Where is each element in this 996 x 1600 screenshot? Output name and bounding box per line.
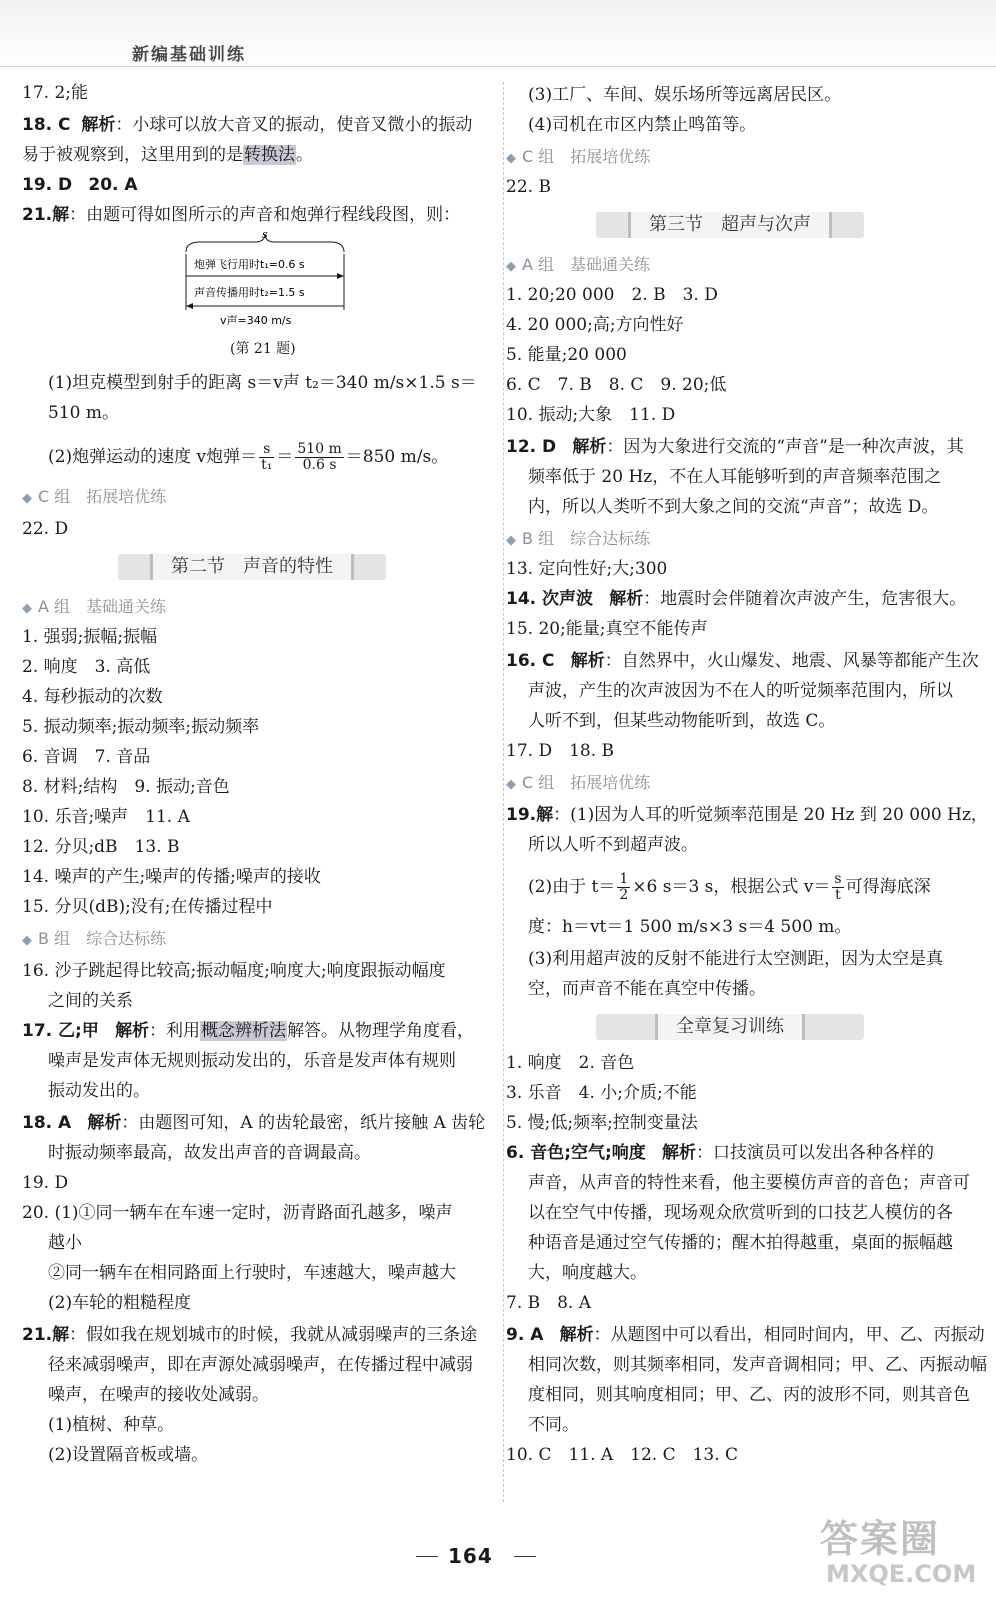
section-title: 第三节 超声与次声	[628, 212, 832, 238]
diamond-icon: ◆	[506, 777, 516, 792]
page-dash-right	[514, 1556, 536, 1557]
group-header-a	[506, 254, 650, 278]
answer-number: 16. C	[506, 651, 555, 671]
fraction-values	[295, 442, 343, 473]
answer-line: 1. 20;20 000 2. B 3. D	[506, 285, 718, 305]
solution-label: 解	[52, 205, 70, 225]
answer-18	[22, 114, 472, 136]
answer-line: 之间的关系	[48, 991, 133, 1011]
analysis-text: ：自然界中，火山爆发、地震、风暴等都能产生次	[604, 651, 979, 671]
highlight-method: 概念辨析法	[201, 1021, 287, 1041]
fraction-s-over-t1	[259, 442, 274, 473]
diamond-icon: ◆	[506, 533, 516, 548]
analysis-label: 解析	[609, 589, 644, 609]
diamond-icon: ◆	[22, 491, 32, 506]
diamond-icon: ◆	[506, 259, 516, 274]
answer-19: 19. D	[22, 175, 73, 195]
diagram-s-label: s	[262, 228, 268, 241]
answer-line: 6. C 7. B 8. C 9. 20;低	[506, 375, 727, 395]
fraction-denominator: 2	[619, 887, 629, 903]
analysis-text: ：从题图中可以看出，相同时间内，甲、乙、丙振动	[593, 1325, 985, 1345]
page-number: 164	[448, 1544, 493, 1568]
answer-number: 19.	[506, 805, 537, 825]
analysis-label: 解析	[662, 1143, 697, 1163]
answer-number: 6. 音色;空气;响度	[506, 1143, 646, 1163]
section-banner	[596, 212, 864, 238]
fraction-numerator: s	[259, 442, 274, 458]
group-label: C 组 拓展培优练	[522, 147, 651, 166]
analysis-text: 解答。从物理学角度看，	[287, 1021, 475, 1041]
answer-number: 21.	[22, 205, 53, 225]
group-header-c	[506, 146, 650, 170]
answer-14-analysis	[506, 588, 966, 610]
answer-line: 16. 沙子跳起得比较高;振动幅度;响度大;响度跟振动幅度	[22, 961, 446, 981]
section-banner	[596, 1014, 864, 1040]
solution-text: (2)由于 t＝	[528, 877, 616, 897]
group-label: B 组 综合达标练	[38, 929, 167, 948]
answer-18-cont	[22, 144, 313, 166]
analysis-text: ：小球可以放大音叉的振动，使音叉微小的振动	[115, 115, 473, 135]
group-label: A 组 基础通关练	[522, 255, 651, 274]
answer-number: 17. 乙;甲	[22, 1021, 99, 1041]
watermark-logo	[820, 1508, 980, 1596]
analysis-label: 解析	[572, 437, 607, 457]
answer-line: 8. 材料;结构 9. 振动;音色	[22, 777, 230, 797]
diagram-t2-label: 声音传播用时t₂=1.5 s	[194, 286, 305, 299]
answer-line: (2)设置隔音板或墙。	[48, 1445, 209, 1465]
answer-22: 22. D	[22, 519, 69, 539]
solution-text: 可得海底深	[845, 877, 931, 897]
answer-21-part2	[48, 442, 448, 473]
group-header-c	[22, 486, 166, 510]
solution-text: ＝	[276, 447, 294, 467]
solution-label: 解	[52, 1325, 70, 1345]
answer-line: 所以人听不到超声波。	[528, 835, 698, 855]
answer-number: 14. 次声波	[506, 589, 594, 609]
diamond-icon: ◆	[22, 933, 32, 948]
answer-line: 相同次数，则其频率相同，发声音调相同；甲、乙、丙振动幅	[528, 1355, 987, 1375]
answer-line: 内，所以人类听不到大象之间的交流“声音”；故选 D。	[528, 497, 939, 517]
analysis-label: 解析	[115, 1021, 150, 1041]
answer-17: 17. 2;能	[22, 83, 88, 103]
answer-line: (1)植树、种草。	[48, 1415, 175, 1435]
analysis-label: 解析	[81, 115, 116, 135]
answer-17-analysis	[22, 1020, 474, 1042]
answer-line: 以在空气中传播，现场观众欣赏听到的口技艺人模仿的各	[528, 1203, 953, 1223]
diagram-shell-arrow	[337, 273, 344, 279]
answer-21	[22, 204, 460, 226]
answer-line: 1. 响度 2. 音色	[506, 1053, 635, 1073]
answer-number: 9. A	[506, 1325, 544, 1345]
answer-line: 4. 每秒振动的次数	[22, 687, 163, 707]
analysis-label: 解析	[570, 651, 605, 671]
answer-line: 6. 音调 7. 音品	[22, 747, 151, 767]
solution-text: ：由题可得如图所示的声音和炮弹行程线段图，则：	[69, 205, 461, 225]
answer-line: 大，响度越大。	[528, 1263, 647, 1283]
answer-line: 19. D	[22, 1173, 69, 1193]
answer-line: 时振动频率最高，故发出声音的音调最高。	[48, 1143, 371, 1163]
answer-line: 3. 乐音 4. 小;介质;不能	[506, 1083, 697, 1103]
diagram-t1-label: 炮弹飞行用时t₁=0.6 s	[194, 258, 305, 271]
diamond-icon: ◆	[22, 601, 32, 616]
group-label: C 组 拓展培优练	[522, 773, 651, 792]
watermark-text: 答案圈	[820, 1517, 941, 1561]
answer-line: 4. 20 000;高;方向性好	[506, 315, 684, 335]
answer-line: 20. (1)①同一辆车在车速一定时，沥青路面孔越多，噪声	[22, 1203, 453, 1223]
answer-line: 噪声是发声体无规则振动发出的，乐音是发声体有规则	[48, 1051, 456, 1071]
fraction-numerator: 1	[619, 871, 629, 887]
watermark-url: MXQE.COM	[826, 1560, 977, 1588]
analysis-label: 解析	[87, 1113, 122, 1133]
solution-text: ＝850 m/s。	[345, 447, 449, 467]
analysis-text: ：利用	[149, 1021, 201, 1041]
answer-line: 2. 响度 3. 高低	[22, 657, 151, 677]
answer-line: 径来减弱噪声，即在声源处减弱噪声，在传播过程中减弱	[48, 1355, 473, 1375]
answer-19-20	[22, 174, 138, 196]
answer-21-part1-cont: 510 m。	[48, 403, 119, 423]
answer-line: 22. B	[506, 177, 551, 197]
solution-text: ：假如我在规划城市的时候，我就从减弱噪声的三条途	[69, 1325, 478, 1345]
group-header-a	[22, 596, 166, 620]
answer-line: 7. B 8. A	[506, 1293, 592, 1313]
answer-line: 越小	[48, 1233, 82, 1253]
diagram-caption: (第 21 题)	[230, 341, 296, 357]
analysis-text: ：因为大象进行交流的“声音”是一种次声波，其	[606, 437, 964, 457]
diagram-brace	[186, 234, 344, 252]
answer-9-analysis	[506, 1324, 985, 1346]
answer-line: (3)工厂、车间、娱乐场所等远离居民区。	[528, 85, 842, 105]
answer-line: (2)车轮的粗糙程度	[48, 1293, 192, 1313]
answer-line: (4)司机在市区内禁止鸣笛等。	[528, 115, 757, 135]
analysis-text: 。	[296, 145, 313, 165]
answer-line: 振动发出的。	[48, 1081, 150, 1101]
answer-line: 12. 分贝;dB 13. B	[22, 837, 180, 857]
section-title: 第二节 声音的特性	[150, 554, 354, 580]
answer-number: 12. D	[506, 437, 557, 457]
group-label: B 组 综合达标练	[522, 529, 651, 548]
answer-line: (3)利用超声波的反射不能进行太空测距，因为太空是真	[528, 949, 944, 969]
answer-line: 15. 分贝(dB);没有;在传播过程中	[22, 897, 273, 917]
section-banner	[118, 554, 386, 580]
diagram-sound-arrow	[186, 303, 193, 309]
answer-19-part2	[528, 872, 931, 903]
group-header-b	[506, 528, 650, 552]
fraction-denominator: t₁	[261, 457, 273, 473]
group-label: C 组 拓展培优练	[38, 487, 167, 506]
header-title: 新编基础训练	[132, 45, 246, 65]
answer-line: 5. 能量;20 000	[506, 345, 627, 365]
segment-diagram	[180, 228, 350, 338]
answer-21-part1: (1)坦克模型到射手的距离 s＝v声 t₂＝340 m/s×1.5 s＝	[48, 373, 477, 393]
answer-16-analysis	[506, 650, 979, 672]
answer-12-analysis	[506, 436, 964, 458]
column-divider	[503, 82, 504, 1502]
group-label: A 组 基础通关练	[38, 597, 167, 616]
analysis-label: 解析	[559, 1325, 594, 1345]
answer-line: 1. 强弱;振幅;振幅	[22, 627, 158, 647]
group-header-b	[22, 928, 166, 952]
answer-20: 20. A	[88, 175, 138, 195]
highlight-method: 转换法	[244, 145, 295, 165]
analysis-text: ：地震时会伴随着次声波产生，危害很大。	[643, 589, 967, 609]
answer-line: ②同一辆车在相同路面上行驶时，车速越大，噪声越大	[48, 1263, 456, 1283]
diagram-v-label: v声=340 m/s	[220, 314, 292, 327]
answer-line: 10. 振动;大象 11. D	[506, 405, 676, 425]
answer-line: 人听不到，但某些动物能听到，故选 C。	[528, 711, 836, 731]
analysis-text: ：由题图可知，A 的齿轮最密，纸片接触 A 齿轮	[121, 1113, 486, 1133]
answer-line: 度相同，则其响度相同；甲、乙、丙的波形不同，则其音色	[528, 1385, 970, 1405]
answer-21-solution	[22, 1324, 477, 1346]
solution-text: ：(1)因为人耳的听觉频率范围是 20 Hz 到 20 000 Hz，	[553, 805, 988, 825]
answer-line: 空，而声音不能在真空中传播。	[528, 979, 766, 999]
answer-line: 5. 振动频率;振动频率;振动频率	[22, 717, 260, 737]
answer-line: 度：h＝vt＝1 500 m/s×3 s＝4 500 m。	[528, 917, 852, 937]
solution-text: (2)炮弹运动的速度 v炮弹＝	[48, 447, 258, 467]
answer-line: 频率低于 20 Hz，不在人耳能够听到的声音频率范围之	[528, 467, 942, 487]
answer-6-analysis	[506, 1142, 934, 1164]
answer-line: 15. 20;能量;真空不能传声	[506, 619, 708, 639]
answer-line: 10. 乐音;噪声 11. A	[22, 807, 190, 827]
answer-number: 18. C	[22, 115, 71, 135]
answer-line: 声波，产生的次声波因为不在人的听觉频率范围内，所以	[528, 681, 953, 701]
answer-18-analysis	[22, 1112, 485, 1134]
group-header-c	[506, 772, 650, 796]
answer-line: 种语音是通过空气传播的；醒木拍得越重，桌面的振幅越	[528, 1233, 953, 1253]
analysis-text: 易于被观察到，这里用到的是	[22, 145, 243, 165]
answer-line: 13. 定向性好;大;300	[506, 559, 668, 579]
fraction-denominator: t	[835, 887, 841, 903]
answer-line: 噪声，在噪声的接收处减弱。	[48, 1385, 269, 1405]
answer-line: 10. C 11. A 12. C 13. C	[506, 1445, 739, 1465]
answer-line: 声音，从声音的特性来看，他主要模仿声音的音色；声音可	[528, 1173, 970, 1193]
fraction-one-half	[617, 872, 630, 903]
answer-number: 21.	[22, 1325, 53, 1345]
header-rule	[0, 66, 996, 67]
solution-label: 解	[536, 805, 554, 825]
answer-line: 17. D 18. B	[506, 741, 615, 761]
diamond-icon: ◆	[506, 151, 516, 166]
page-dash-left	[416, 1556, 438, 1557]
fraction-s-over-t	[832, 872, 843, 903]
answer-line: 不同。	[528, 1415, 579, 1435]
fraction-numerator: s	[834, 871, 842, 887]
fraction-numerator: 510 m	[297, 441, 342, 457]
section-title: 全章复习训练	[655, 1014, 805, 1040]
answer-line: 14. 噪声的产生;噪声的传播;噪声的接收	[22, 867, 321, 887]
analysis-text: ：口技演员可以发出各种各样的	[696, 1143, 935, 1163]
fraction-denominator: 0.6 s	[302, 457, 337, 473]
solution-text: ×6 s＝3 s，根据公式 v＝	[632, 877, 831, 897]
answer-line: 5. 慢;低;频率;控制变量法	[506, 1113, 698, 1133]
answer-19-solution	[506, 804, 988, 826]
answer-number: 18. A	[22, 1113, 72, 1133]
